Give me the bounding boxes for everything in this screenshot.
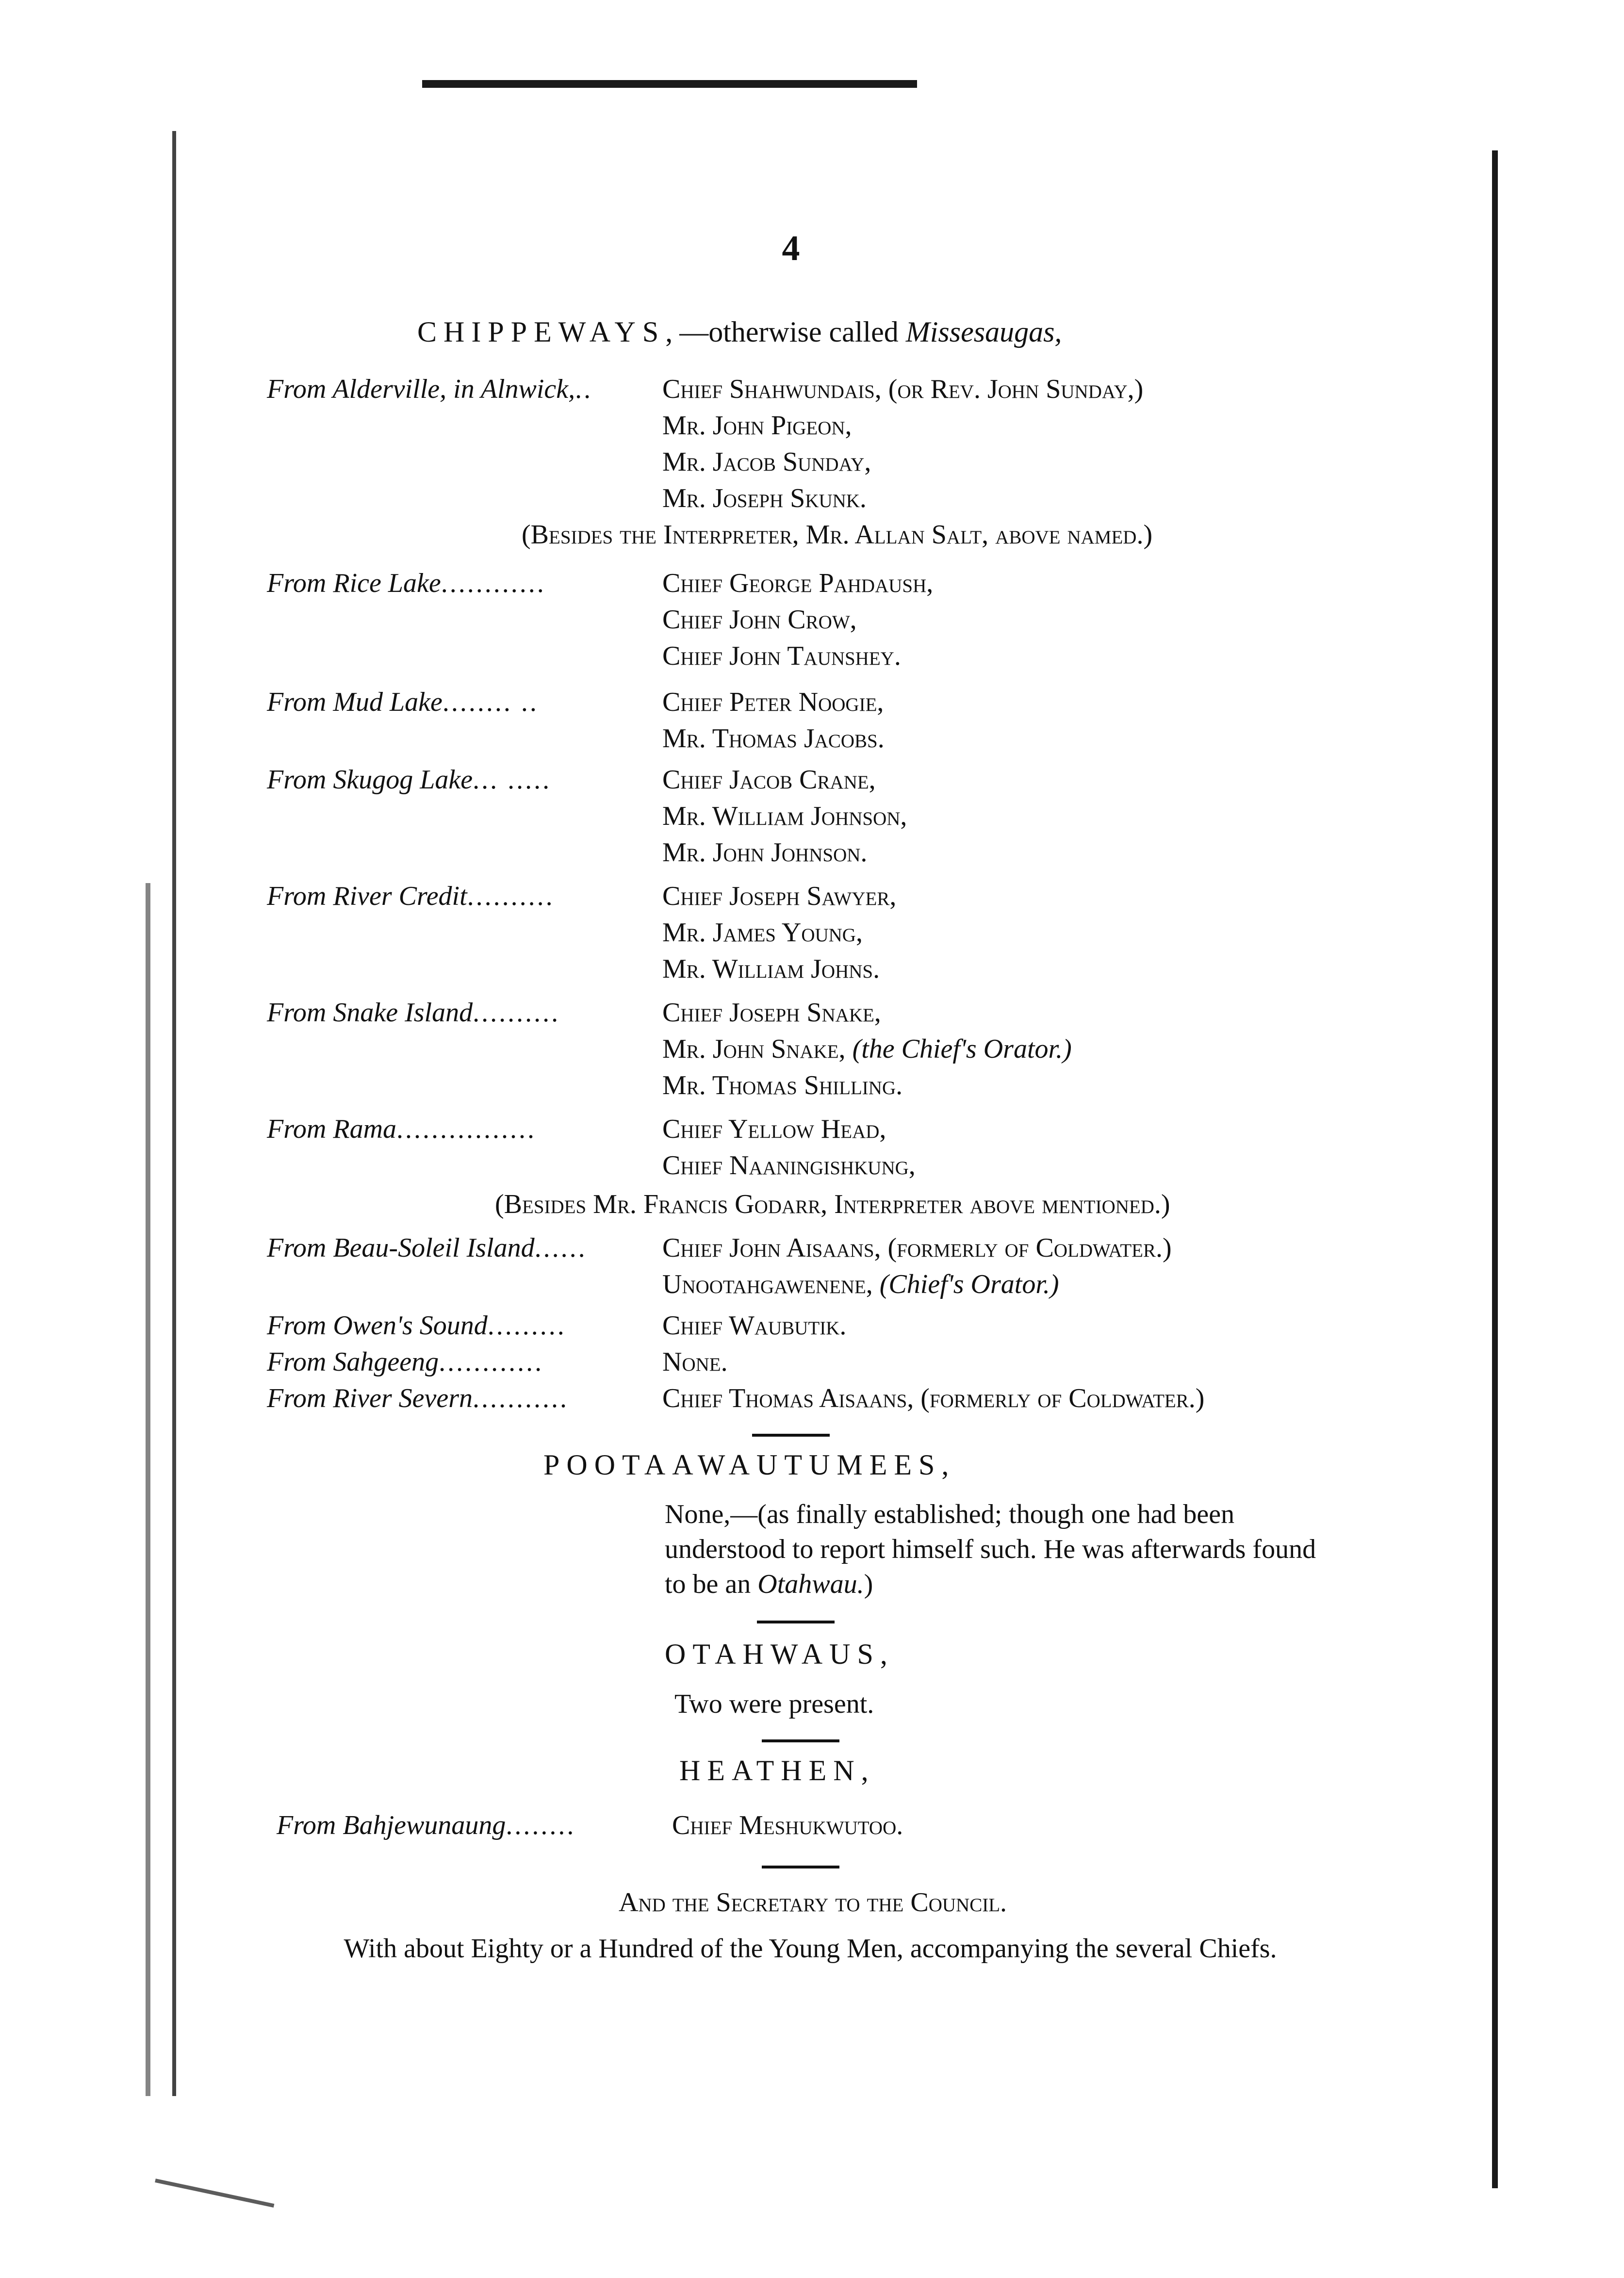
name: Chief Peter Noogie, (662, 687, 884, 717)
scan-artifact-right (1492, 150, 1498, 2188)
name: Mr. Joseph Skunk. (662, 483, 867, 513)
name-with-note: Mr. John Snake, (the Chief's Orator.) (662, 1034, 1072, 1064)
place-mud-lake: From Mud Lake........ .. (267, 687, 539, 717)
name: Mr. William Johns. (662, 954, 880, 984)
divider (762, 1739, 839, 1742)
name: Chief Yellow Head, (662, 1114, 886, 1144)
name: Chief John Taunshey. (662, 641, 901, 671)
place-skugog-lake: From Skugog Lake... ..... (267, 765, 552, 795)
place-rama: From Rama................ (267, 1114, 537, 1144)
name: Chief Joseph Sawyer, (662, 881, 897, 911)
name: Chief Thomas Aisaans, (formerly of Coldwater.) (662, 1383, 1205, 1413)
otahwaus-text: Two were present. (674, 1689, 874, 1719)
pootaawautumees-text: None,—(as finally established; though one had been understood to report himself such. He was afterwards found to be an Otahwau.) (665, 1499, 1316, 1599)
chippeways-heading: CHIPPEWAYS,—otherwise called Missesaugas, (417, 316, 1062, 348)
place-snake-island: From Snake Island.......... (267, 998, 560, 1028)
otahwaus-heading: OTAHWAUS, (665, 1638, 894, 1670)
place-river-credit: From River Credit.......... (267, 881, 555, 911)
place-river-severn: From River Severn........... (267, 1383, 569, 1413)
name: Chief Jacob Crane, (662, 765, 876, 795)
secretary-line: And the Secretary to the Council. (618, 1887, 1007, 1917)
scan-artifact-left-outer (146, 883, 150, 2096)
name: Mr. John Johnson. (662, 837, 868, 868)
interpreter-note: (Besides the Interpreter, Mr. Allan Salt, above named.) (522, 520, 1153, 550)
name: Chief Meshukwutoo. (672, 1810, 903, 1840)
place-sahgeeng: From Sahgeeng............ (267, 1347, 544, 1377)
name: Chief Naaningishkung, (662, 1150, 916, 1180)
name: Mr. James Young, (662, 918, 863, 948)
place-owens-sound: From Owen's Sound......... (267, 1311, 566, 1341)
name: Chief George Pahdaush, (662, 568, 934, 598)
name: None. (662, 1347, 728, 1377)
name: Mr. Jacob Sunday, (662, 447, 871, 477)
page-number: 4 (782, 229, 800, 268)
name: Chief Joseph Snake, (662, 998, 881, 1028)
name: Chief John Aisaans, (formerly of Coldwater.) (662, 1233, 1172, 1263)
name: Mr. John Pigeon, (662, 410, 852, 441)
place-alderville: From Alderville, in Alnwick,.. (267, 374, 593, 404)
pootaawautumees-heading: POOTAAWAUTUMEES, (543, 1449, 956, 1481)
place-bahjewunaung: From Bahjewunaung........ (277, 1810, 576, 1840)
divider (762, 1866, 839, 1868)
name: Chief Waubutik. (662, 1311, 847, 1341)
place-rice-lake: From Rice Lake............ (267, 568, 546, 598)
interpreter-note: (Besides Mr. Francis Godarr, Interpreter above mentioned.) (495, 1189, 1170, 1219)
name-with-note: Unootahgawenene, (Chief's Orator.) (662, 1269, 1059, 1299)
scan-artifact-top (422, 80, 917, 88)
scan-artifact-corner (155, 2179, 274, 2208)
name: Chief John Crow, (662, 605, 857, 635)
name: Mr. Thomas Jacobs. (662, 723, 885, 754)
divider (752, 1434, 830, 1437)
name: Chief Shahwundais, (or Rev. John Sunday,) (662, 374, 1144, 404)
closing-paragraph: With about Eighty or a Hundred of the Young Men, accompanying the several Chiefs. (344, 1934, 1277, 1964)
heathen-heading: HEATHEN, (679, 1754, 875, 1786)
scan-artifact-left (172, 131, 176, 2096)
divider (757, 1621, 835, 1623)
name: Mr. Thomas Shilling. (662, 1070, 903, 1100)
name: Mr. William Johnson, (662, 801, 907, 831)
place-beau-soleil-island: From Beau-Soleil Island...... (267, 1233, 587, 1263)
